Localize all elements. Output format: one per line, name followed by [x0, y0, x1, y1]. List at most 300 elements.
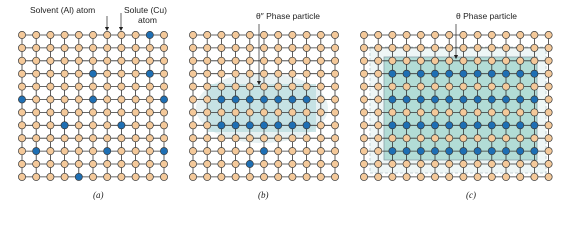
solvent-atom [517, 57, 524, 64]
solvent-atom [545, 173, 552, 180]
solvent-atom [460, 109, 467, 116]
solvent-atom [160, 31, 167, 38]
solvent-atom [375, 173, 382, 180]
solvent-atom [317, 57, 324, 64]
solute-atom [160, 96, 167, 103]
solvent-atom [189, 83, 196, 90]
solvent-atom [104, 83, 111, 90]
solvent-atom [61, 57, 68, 64]
solvent-atom [204, 160, 211, 167]
solvent-atom [204, 148, 211, 155]
solute-atom [431, 122, 438, 129]
solvent-atom [204, 70, 211, 77]
solvent-atom [488, 160, 495, 167]
solute-atom [431, 70, 438, 77]
solvent-atom [545, 109, 552, 116]
solute-atom [431, 96, 438, 103]
solvent-atom [545, 70, 552, 77]
solute-atom [517, 70, 524, 77]
solvent-atom [204, 122, 211, 129]
solvent-atom [232, 173, 239, 180]
solute-atom [417, 148, 424, 155]
solvent-atom [18, 83, 25, 90]
solvent-atom [118, 109, 125, 116]
solvent-atom [545, 44, 552, 51]
solvent-atom [146, 96, 153, 103]
solute-atom [403, 122, 410, 129]
solute-atom [275, 122, 282, 129]
solvent-atom [403, 109, 410, 116]
solute-atom [474, 96, 481, 103]
solute-atom [160, 148, 167, 155]
solute-atom [232, 96, 239, 103]
solvent-atom [75, 70, 82, 77]
solute-atom [275, 96, 282, 103]
solvent-atom [545, 135, 552, 142]
solvent-atom [502, 160, 509, 167]
solvent-atom [33, 83, 40, 90]
solvent-atom [232, 109, 239, 116]
solute-atom [75, 173, 82, 180]
solvent-atom [61, 160, 68, 167]
solvent-atom [260, 31, 267, 38]
solvent-atom [289, 44, 296, 51]
solvent-atom [75, 109, 82, 116]
solvent-atom [331, 160, 338, 167]
solvent-atom [104, 135, 111, 142]
solvent-atom [531, 44, 538, 51]
solute-atom [502, 148, 509, 155]
solvent-atom [303, 160, 310, 167]
solvent-atom [375, 57, 382, 64]
solvent-atom [446, 109, 453, 116]
solvent-atom [204, 173, 211, 180]
solvent-atom [47, 96, 54, 103]
solvent-atom [89, 31, 96, 38]
solvent-atom [189, 173, 196, 180]
solvent-atom [460, 83, 467, 90]
solvent-atom [502, 83, 509, 90]
solvent-atom [189, 57, 196, 64]
solvent-atom [488, 109, 495, 116]
solvent-atom [275, 173, 282, 180]
solvent-atom [47, 122, 54, 129]
solvent-atom [431, 135, 438, 142]
solvent-atom [75, 160, 82, 167]
solute-atom [488, 148, 495, 155]
solvent-atom [47, 109, 54, 116]
solvent-atom [446, 83, 453, 90]
solvent-atom [33, 109, 40, 116]
solvent-atom [260, 70, 267, 77]
solvent-atom [160, 109, 167, 116]
solvent-atom [118, 135, 125, 142]
solvent-atom [403, 31, 410, 38]
solvent-atom [403, 173, 410, 180]
solvent-atom [375, 70, 382, 77]
solvent-atom [61, 44, 68, 51]
solute-atom [531, 148, 538, 155]
solute-atom [474, 122, 481, 129]
solvent-atom [18, 160, 25, 167]
solvent-atom [47, 70, 54, 77]
solvent-atom [246, 44, 253, 51]
solute-atom [488, 96, 495, 103]
solvent-atom [275, 135, 282, 142]
solvent-atom [33, 31, 40, 38]
solvent-atom [303, 57, 310, 64]
solvent-atom [317, 148, 324, 155]
solvent-atom [47, 57, 54, 64]
solvent-atom [474, 44, 481, 51]
solute-atom [218, 96, 225, 103]
solvent-atom [331, 109, 338, 116]
solute-atom [502, 122, 509, 129]
solvent-atom [545, 96, 552, 103]
solvent-atom [132, 31, 139, 38]
solvent-atom [474, 160, 481, 167]
solvent-atom [460, 44, 467, 51]
solute-atom [289, 96, 296, 103]
solvent-atom [246, 70, 253, 77]
solvent-atom [531, 160, 538, 167]
panel-a-solid-solution [18, 31, 167, 180]
solvent-atom [360, 83, 367, 90]
solute-atom [118, 122, 125, 129]
solvent-atom [47, 31, 54, 38]
solvent-atom [403, 57, 410, 64]
solvent-atom [47, 148, 54, 155]
solute-atom [389, 70, 396, 77]
solvent-atom [232, 135, 239, 142]
solute-atom [460, 96, 467, 103]
solute-atom [460, 148, 467, 155]
solvent-atom [232, 83, 239, 90]
solvent-atom [375, 83, 382, 90]
solvent-atom [474, 109, 481, 116]
solvent-atom [545, 57, 552, 64]
solute-atom [417, 70, 424, 77]
solute-atom [389, 122, 396, 129]
solvent-atom [33, 96, 40, 103]
solvent-atom [289, 70, 296, 77]
solute-atom [303, 122, 310, 129]
solvent-atom [545, 122, 552, 129]
solvent-atom [75, 122, 82, 129]
solvent-atom [289, 83, 296, 90]
solvent-atom [204, 31, 211, 38]
solvent-atom [132, 96, 139, 103]
solvent-atom [146, 173, 153, 180]
solvent-atom [218, 70, 225, 77]
solvent-atom [33, 160, 40, 167]
solvent-atom [189, 160, 196, 167]
solvent-atom [47, 83, 54, 90]
solvent-atom [474, 173, 481, 180]
solvent-atom [303, 31, 310, 38]
solvent-atom [160, 160, 167, 167]
solvent-atom [89, 160, 96, 167]
solvent-atom [431, 57, 438, 64]
solvent-atom [260, 109, 267, 116]
solvent-atom [317, 70, 324, 77]
solvent-atom [118, 83, 125, 90]
solvent-atom [317, 83, 324, 90]
solvent-atom [160, 122, 167, 129]
solvent-atom [488, 173, 495, 180]
solvent-atom [104, 57, 111, 64]
solvent-atom [517, 44, 524, 51]
solvent-atom [218, 148, 225, 155]
solvent-atom [545, 83, 552, 90]
solvent-atom [75, 57, 82, 64]
solvent-atom [275, 44, 282, 51]
solvent-atom [289, 31, 296, 38]
solute-atom [446, 70, 453, 77]
solvent-atom [303, 173, 310, 180]
solvent-atom [360, 173, 367, 180]
solvent-atom [104, 160, 111, 167]
solvent-atom [33, 122, 40, 129]
solvent-atom [89, 83, 96, 90]
solvent-atom [360, 148, 367, 155]
solvent-atom [317, 160, 324, 167]
solvent-atom [460, 57, 467, 64]
solvent-atom [531, 173, 538, 180]
solvent-atom [375, 135, 382, 142]
solute-atom [531, 96, 538, 103]
solvent-atom [488, 135, 495, 142]
solute-atom [33, 148, 40, 155]
solvent-atom [104, 173, 111, 180]
solvent-atom [317, 135, 324, 142]
solvent-atom [317, 173, 324, 180]
solvent-atom [488, 31, 495, 38]
solvent-atom [431, 173, 438, 180]
solvent-atom [189, 31, 196, 38]
solvent-atom [331, 135, 338, 142]
solvent-atom [446, 57, 453, 64]
solvent-atom [517, 31, 524, 38]
solvent-atom [417, 109, 424, 116]
solvent-atom [204, 135, 211, 142]
solvent-atom [474, 135, 481, 142]
solvent-atom [246, 148, 253, 155]
solute-atom [474, 70, 481, 77]
solute-atom [517, 122, 524, 129]
solvent-atom [375, 44, 382, 51]
solute-atom [218, 122, 225, 129]
solute-atom [531, 122, 538, 129]
solvent-atom [232, 148, 239, 155]
solute-atom [61, 122, 68, 129]
solvent-atom [446, 135, 453, 142]
solute-atom [417, 96, 424, 103]
solvent-atom [18, 122, 25, 129]
solvent-atom [389, 160, 396, 167]
solvent-atom [488, 57, 495, 64]
solvent-atom [232, 70, 239, 77]
caption-c: (c) [466, 190, 476, 200]
solvent-atom [89, 148, 96, 155]
solvent-atom [89, 173, 96, 180]
solvent-atom [204, 44, 211, 51]
solvent-atom [204, 96, 211, 103]
solvent-atom [317, 31, 324, 38]
solvent-atom [417, 44, 424, 51]
theta-prime-label: θ″ Phase particle [256, 11, 320, 21]
solvent-atom [474, 83, 481, 90]
solvent-atom [204, 83, 211, 90]
solvent-atom [331, 31, 338, 38]
solvent-atom [104, 109, 111, 116]
caption-a: (a) [93, 190, 104, 200]
solvent-atom [218, 109, 225, 116]
solvent-atom [89, 57, 96, 64]
solute-atom [488, 122, 495, 129]
solvent-atom [218, 31, 225, 38]
solvent-atom [531, 31, 538, 38]
solvent-atom [303, 135, 310, 142]
solvent-atom [260, 135, 267, 142]
solvent-atom [389, 44, 396, 51]
solvent-atom [275, 31, 282, 38]
solvent-atom [47, 160, 54, 167]
solvent-atom [488, 44, 495, 51]
solvent-atom [160, 57, 167, 64]
solvent-atom [104, 44, 111, 51]
solvent-atom [303, 70, 310, 77]
solvent-atom [502, 109, 509, 116]
solute-atom [18, 96, 25, 103]
solvent-atom [446, 160, 453, 167]
solvent-atom [474, 31, 481, 38]
solvent-atom [446, 44, 453, 51]
solvent-atom [389, 31, 396, 38]
solvent-atom [545, 31, 552, 38]
solvent-atom [446, 173, 453, 180]
solvent-atom [132, 173, 139, 180]
solute-atom [446, 122, 453, 129]
solvent-atom [360, 31, 367, 38]
solvent-atom [189, 148, 196, 155]
solvent-atom [146, 44, 153, 51]
solvent-atom [403, 44, 410, 51]
solvent-atom [118, 148, 125, 155]
solvent-atom [104, 96, 111, 103]
solvent-atom [104, 31, 111, 38]
solvent-atom [75, 135, 82, 142]
solvent-atom [61, 31, 68, 38]
solvent-atom [218, 83, 225, 90]
solvent-atom [531, 135, 538, 142]
solvent-atom [460, 31, 467, 38]
solvent-atom [403, 135, 410, 142]
solute-atom [474, 148, 481, 155]
solvent-atom [545, 148, 552, 155]
solvent-atom [47, 173, 54, 180]
lattice-lines [22, 35, 164, 177]
solvent-atom [189, 44, 196, 51]
solvent-atom [431, 83, 438, 90]
solvent-atom [403, 83, 410, 90]
solvent-atom [517, 173, 524, 180]
solvent-atom [61, 109, 68, 116]
solvent-atom [474, 57, 481, 64]
solvent-atom [360, 109, 367, 116]
solute-atom [146, 70, 153, 77]
solvent-atom [218, 135, 225, 142]
solvent-atom [118, 57, 125, 64]
solvent-atom [61, 173, 68, 180]
solvent-atom [61, 70, 68, 77]
solvent-atom [160, 173, 167, 180]
solvent-atom [389, 135, 396, 142]
solvent-atom [75, 83, 82, 90]
solvent-atom [289, 57, 296, 64]
solvent-atom [104, 70, 111, 77]
solvent-atom [460, 135, 467, 142]
solvent-atom [89, 109, 96, 116]
solvent-atom [275, 160, 282, 167]
solvent-atom [246, 31, 253, 38]
solvent-atom [331, 96, 338, 103]
solvent-atom [417, 31, 424, 38]
solvent-atom [118, 31, 125, 38]
solute-atom [104, 148, 111, 155]
solvent-atom [89, 135, 96, 142]
solvent-atom [61, 148, 68, 155]
solvent-atom [331, 122, 338, 129]
solvent-atom [360, 57, 367, 64]
solvent-atom [275, 83, 282, 90]
solvent-atom [61, 135, 68, 142]
solvent-atom [160, 135, 167, 142]
solvent-atom [417, 160, 424, 167]
solvent-atom [189, 96, 196, 103]
solute-atom [502, 96, 509, 103]
solvent-atom [146, 148, 153, 155]
solvent-atom [89, 44, 96, 51]
solvent-atom [275, 57, 282, 64]
solvent-atom [132, 160, 139, 167]
solute-atom-label-line2: atom [138, 15, 157, 25]
solute-atom [517, 148, 524, 155]
solvent-atom [132, 109, 139, 116]
solute-atom [232, 122, 239, 129]
solvent-atom [375, 96, 382, 103]
theta-label: θ Phase particle [456, 11, 517, 21]
solvent-atom [232, 160, 239, 167]
solvent-atom [260, 83, 267, 90]
solvent-atom [375, 109, 382, 116]
solvent-atom [33, 173, 40, 180]
solvent-atom [246, 109, 253, 116]
solvent-atom [545, 160, 552, 167]
solute-atom [260, 122, 267, 129]
solvent-atom [502, 44, 509, 51]
solvent-atom [375, 31, 382, 38]
solvent-atom [460, 173, 467, 180]
solvent-atom [502, 135, 509, 142]
solute-atom [460, 70, 467, 77]
solvent-atom [360, 160, 367, 167]
solvent-atom [431, 160, 438, 167]
solute-atom [260, 96, 267, 103]
solvent-atom [331, 148, 338, 155]
solvent-atom [132, 135, 139, 142]
solvent-atom [61, 83, 68, 90]
